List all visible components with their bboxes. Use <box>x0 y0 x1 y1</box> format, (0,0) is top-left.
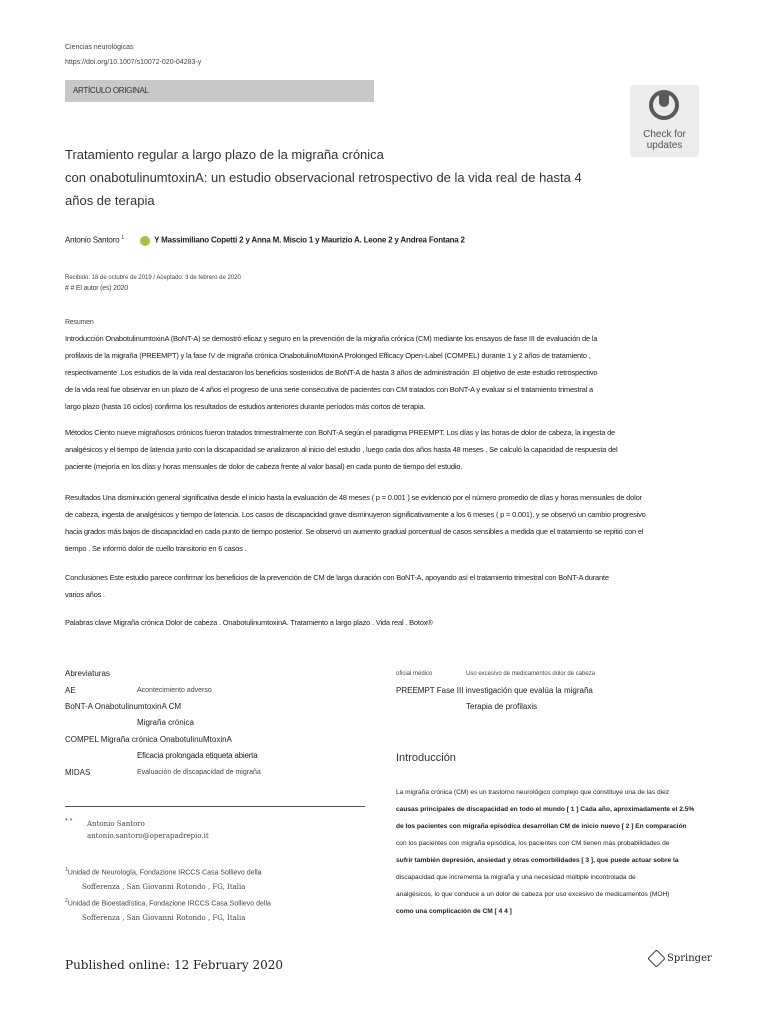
author-rest2: 2 y Anna M. Miscio 1 y Maurizio A. Leone 2 y Andrea Fontana 2 <box>239 235 465 245</box>
abbr-midas-value: Evaluación de discapacidad de migraña <box>137 769 261 776</box>
abbr-ae-value: Acontecimiento adverso <box>137 687 212 694</box>
check-for-updates-badge[interactable] <box>630 85 699 157</box>
authors: Antonio Santoro $^1$ Y Massimiliano Copetti 2 y Anna M. Miscio 1 y Maurizio A. Leone 2 y Andrea Fontana 2 <box>65 235 465 245</box>
copyright: # # El autor (es) 2020 <box>65 285 128 292</box>
affiliation-1: $^1$Unidad de Neurología, Fondazione IRCCS Casa Sollievo della <box>65 867 262 877</box>
bookmark-icon <box>649 90 679 120</box>
publisher-logo <box>650 952 712 965</box>
orcid-icon[interactable] <box>140 236 150 246</box>
article-type-banner <box>65 80 374 102</box>
abbr-cm-value: Migraña crónica <box>137 718 194 727</box>
doi-link[interactable]: https://doi.org/10.1007/s10072-020-04283-y <box>65 59 202 66</box>
affiliation-1-line2: Sofferenza , San Giovanni Rotondo , FG, Italia <box>82 883 246 891</box>
journal-name: Ciencias neurológicas <box>65 44 134 51</box>
author-first: Antonio Santoro <box>65 235 120 245</box>
correspondence-name: Antonio Santoro <box>87 820 145 828</box>
abbr-oficial: oficial médico <box>396 671 433 677</box>
abbr-preempt: PREEMPT Fase III investigación que evalúa la migraña <box>396 686 593 695</box>
abbr-compel: COMPEL Migraña crónica OnabotulinuMtoxinA <box>65 735 232 744</box>
publisher-name: Springer <box>667 953 712 964</box>
correspondence-email[interactable]: antonio.santoro@operapadrepio.it <box>87 832 209 840</box>
received-date: Recibido: 18 de octubre de 2019 / Aceptado: 3 de febrero de 2020 <box>65 275 241 281</box>
abbr-compel-value: Eficacia prolongada etiqueta abierta <box>137 751 258 760</box>
article-type: ARTÍCULO ORIGINAL <box>73 86 149 95</box>
abstract-methods: Métodos Ciento nueve migrañosos crónicos fueron tratados trimestralmente con BoNT-A según el paradigma PREEMPT. Los días y las horas de dolor de cabeza, la ingesta de analgésicos y el tiempo de latencia junto con la discapacidad se analizaron al inicio del estudio , luego cada dos años hasta 48 meses . Se calculó la capacidad de respuesta del paciente (mejoría en los días y horas mensuales de dolor de cabeza frente al valor basal) en cada punto de tiempo del estudio. <box>65 428 618 471</box>
abbr-ae: AE <box>65 686 76 695</box>
title-line-1: Tratamiento regular a largo plazo de la migraña crónica <box>65 147 384 162</box>
abbr-prof: Terapia de profilaxis <box>466 702 538 711</box>
check-line1: Check for <box>643 129 686 140</box>
affiliation-2-line2: Sofferenza , San Giovanni Rotondo , FG, Italia <box>82 914 246 922</box>
abbr-bont: BoNT-A OnabotulinumtoxinA CM <box>65 702 182 711</box>
intro-heading: Introducción <box>396 752 456 764</box>
abstract-conclusions: Conclusiones Este estudio parece confirmar los beneficios de la prevención de CM de larga duración con BoNT-A, apoyando así el tratamiento trimestral con BoNT-A durante varios años . <box>65 573 609 599</box>
title-line-3: años de terapia <box>65 193 155 208</box>
springer-icon <box>647 949 665 967</box>
affiliation-2: $^2$Unidad de Bioestadística, Fondazione IRCCS Casa Sollievo della <box>65 898 271 908</box>
title-line-2: con onabotulinumtoxinA: un estudio observacional retrospectivo de la vida real de hasta 4 <box>65 170 582 185</box>
published-online: Published online: 12 February 2020 <box>65 958 283 972</box>
correspondence-marker: * * <box>65 818 73 825</box>
check-line2: updates <box>646 140 683 151</box>
author-rest: Y Massimiliano Copetti <box>154 235 238 245</box>
intro-body: La migraña crónica (CM) es un trastorno neurológico complejo que constituye una de las diez causas principales de discapacidad en todo el mundo [ 1 ] Cada año, aproximadamente el 2.5% de los pacientes con migraña episódica desarrollan CM de inicio nuevo [ 2 ] En comparación con los pacientes con migraña episódica, los pacientes con CM tienen más probabilidades de sufrir también depresión, ansiedad y otras comorbilidades [ 3 ], que puede actuar sobre la discapacidad que incrementa la migraña y una necesidad múltiple incontrolada de analgésicos, lo que conduce a un dolor de cabeza por uso excesivo de medicamentos (MOH) como una complicación de CM [ 4 4 ] <box>396 789 695 915</box>
abbr-moh: Uso excesivo de medicamentos dolor de cabeza <box>466 671 596 677</box>
keywords: Palabras clave Migraña crónica Dolor de cabeza . OnabotulinumtoxinA. Tratamiento a largo plazo . Vida real . Botox® <box>65 618 433 627</box>
abbr-midas: MIDAS <box>65 768 91 777</box>
abbreviations-heading: Abreviaturas <box>65 669 110 678</box>
abstract-results: Resultados Una disminución general significativa desde el inicio hasta la evaluación de 48 meses ( p = 0.001 ) se evidenció por el número promedio de días y horas mensuales de dolor de cabeza, ingesta de analgésicos y tiempo de latencia. Los casos de discapacidad grave disminuyeron significativamente a los 6 meses ( p = 0.001), y se observó un cambio progresivo hacia grados más bajos de discapacidad en cada punto de tiempo posterior. Se observó un aumento gradual porcentual de casos sensibles a medida que el tratamiento se repitió con el tiempo . Se informó dolor de cuello transitorio en 6 casos . <box>65 493 646 553</box>
footnote-divider <box>65 806 365 807</box>
abstract-introduction: Introducción OnabotulinumtoxinA (BoNT-A) se demostró eficaz y seguro en la prevención de la migraña crónica (CM) mediante los ensayos de fase III de evaluación de la profilaxis de la migraña (PREEMPT) y la fase IV de migraña crónica OnabotulinuMtoxinA Prolonged Efficacy Open-Label (COMPEL) durante 1 y 2 años de tratamiento , respectivamente .Los estudios de la vida real destacaron los beneficios sostenidos de BoNT-A de hasta 3 años de administración .El objetivo de este estudio retrospectivo de la vida real fue observar en un plazo de 4 años el progreso de una serie consecutiva de pacientes con CM tratados con BoNT-A y evaluar si el tratamiento trimestral a largo plazo (hasta 16 ciclos) confirma los resultados de estudios anteriores durante períodos más cortos de terapia. <box>65 334 598 411</box>
abstract-heading: Resumen <box>65 319 94 326</box>
